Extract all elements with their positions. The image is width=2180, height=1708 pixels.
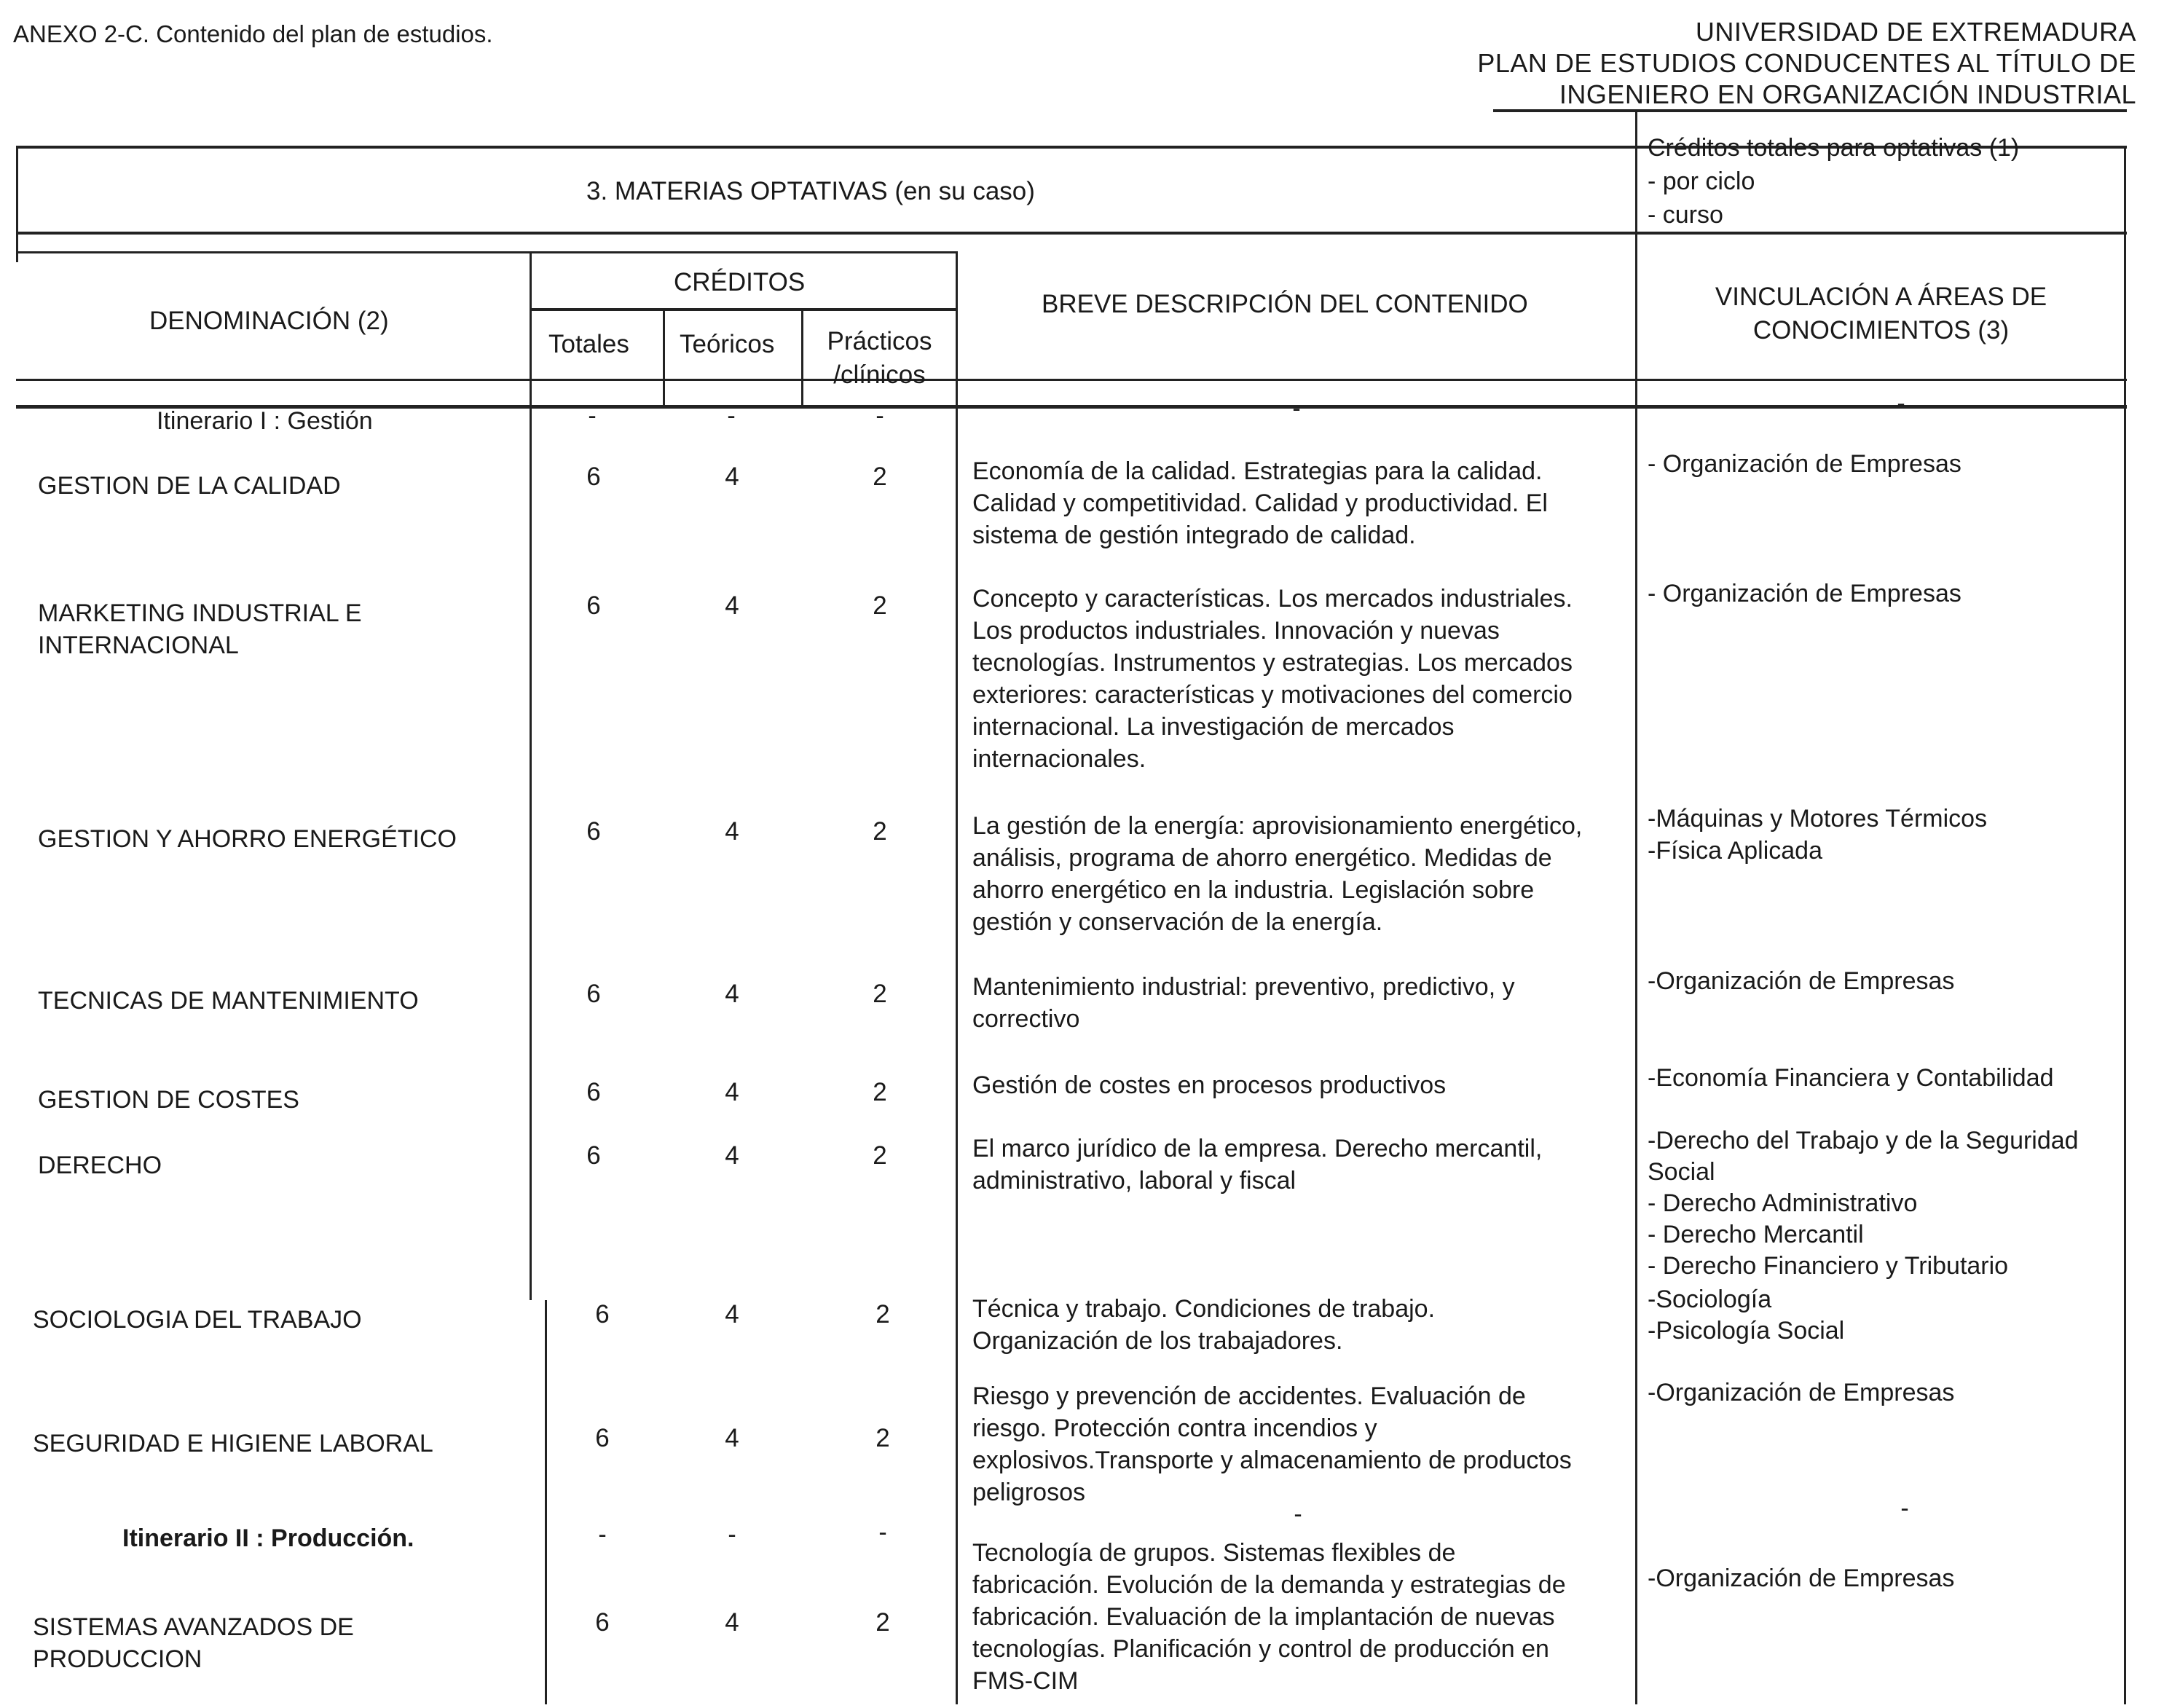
col-header-practicos-line1: Prácticos: [827, 327, 932, 355]
course-sistemas-desc-line1: Tecnología de grupos. Sistemas flexibles de: [972, 1539, 1456, 1567]
course-marketing-desc-line3: tecnologías. Instrumentos y estrategias. Los mercados: [972, 649, 1573, 677]
course-derecho-area-line3: - Derecho Administrativo: [1648, 1189, 1918, 1217]
course-derecho-desc-line1: El marco jurídico de la empresa. Derecho mercantil,: [972, 1135, 1543, 1162]
course-marketing-desc-line4: exteriores: características y motivaciones del comercio: [972, 681, 1573, 709]
course-energia-name: GESTION Y AHORRO ENERGÉTICO: [38, 825, 457, 853]
course-energia-desc-line1: La gestión de la energía: aprovisionamiento energético,: [972, 812, 1583, 840]
course-marketing-desc-line1: Concepto y características. Los mercados industriales.: [972, 585, 1573, 613]
course-sociologia-desc: [972, 1293, 1621, 1357]
course-energia-area: [1648, 803, 2180, 867]
course-marketing-practicos: 2: [873, 591, 887, 620]
denominacion-divider-lower: [545, 1300, 547, 1704]
course-seguridad-desc-line4: peligrosos: [972, 1479, 1085, 1506]
table-left-edge: [16, 146, 18, 262]
col-header-vinculacion-line1: VINCULACIÓN A ÁREAS DE: [1715, 283, 2047, 311]
course-mantenimiento-name: TECNICAS DE MANTENIMIENTO: [38, 987, 419, 1015]
course-costes-totales: 6: [586, 1078, 601, 1106]
denominacion-divider-upper: [530, 251, 532, 1300]
course-mantenimiento-desc-line1: Mantenimiento industrial: preventivo, predictivo, y: [972, 973, 1515, 1001]
itinerary-2-area: -: [1900, 1495, 1909, 1522]
course-derecho-totales: 6: [586, 1141, 601, 1170]
col-header-practicos-line2: /clínicos: [833, 361, 926, 389]
course-sociologia-area-line2: -Psicología Social: [1648, 1317, 1845, 1345]
course-marketing-teoricos: 4: [725, 591, 739, 620]
course-sociologia-totales: 6: [595, 1300, 610, 1329]
course-seguridad-practicos: 2: [875, 1424, 890, 1452]
course-seguridad-totales: 6: [595, 1424, 610, 1452]
subheader-top-rule: [16, 251, 956, 253]
course-sociologia-area-line1: -Sociología: [1648, 1286, 1772, 1313]
itinerary-1-teoricos: -: [727, 402, 736, 430]
areas-column-divider: [1635, 109, 1637, 1704]
course-marketing-desc-line5: internacional. La investigación de mercados: [972, 713, 1455, 741]
course-mantenimiento-desc-line2: correctivo: [972, 1005, 1080, 1033]
itinerary-1-area: -: [1897, 390, 1905, 417]
course-derecho-practicos: 2: [873, 1141, 887, 1170]
course-marketing-name: [38, 597, 362, 661]
course-sistemas-name-line1: SISTEMAS AVANZADOS DE: [33, 1613, 354, 1641]
course-sociologia-teoricos: 4: [725, 1300, 739, 1329]
creditos-rule: [530, 308, 956, 311]
course-energia-desc-line4: gestión y conservación de la energía.: [972, 908, 1383, 936]
course-sistemas-practicos: 2: [875, 1608, 890, 1637]
section-bottom-rule: [16, 232, 2127, 235]
itinerary-2-totales: -: [598, 1521, 607, 1548]
course-sociologia-practicos: 2: [875, 1300, 890, 1329]
course-seguridad-name: SEGURIDAD E HIGIENE LABORAL: [33, 1430, 433, 1457]
course-calidad-name: GESTION DE LA CALIDAD: [38, 472, 341, 500]
course-marketing-desc: [972, 583, 1621, 775]
course-energia-teoricos: 4: [725, 817, 739, 846]
course-derecho-desc: [972, 1133, 1621, 1197]
course-seguridad-teoricos: 4: [725, 1424, 739, 1452]
course-mantenimiento-practicos: 2: [873, 980, 887, 1008]
table-right-edge: [2124, 146, 2126, 1704]
course-sistemas-desc: [972, 1537, 1621, 1697]
plan-title-line1: PLAN DE ESTUDIOS CONDUCENTES AL TÍTULO DE: [1477, 48, 2136, 78]
course-energia-area-line2: -Física Aplicada: [1648, 837, 1822, 865]
course-mantenimiento-teoricos: 4: [725, 980, 739, 1008]
course-sistemas-teoricos: 4: [725, 1608, 739, 1637]
description-column-divider: [956, 251, 958, 1704]
col-header-creditos: CRÉDITOS: [674, 268, 806, 296]
course-energia-totales: 6: [586, 817, 601, 846]
credits-note-line2: - por ciclo: [1648, 168, 1755, 195]
course-marketing-name-line2: INTERNACIONAL: [38, 631, 239, 659]
course-marketing-totales: 6: [586, 591, 601, 620]
course-calidad-desc-line3: sistema de gestión integrado de calidad.: [972, 522, 1416, 549]
course-seguridad-desc-line3: explosivos.Transporte y almacenamiento de productos: [972, 1447, 1572, 1474]
col-header-practicos: [812, 325, 947, 392]
course-marketing-desc-line2: Los productos industriales. Innovación y nuevas: [972, 617, 1500, 645]
itinerary-2-practicos: -: [878, 1519, 887, 1546]
course-energia-area-line1: -Máquinas y Motores Térmicos: [1648, 805, 1988, 833]
col-header-teoricos: Teóricos: [680, 330, 775, 358]
course-sociologia-desc-line1: Técnica y trabajo. Condiciones de trabajo.: [972, 1295, 1436, 1323]
course-derecho-name: DERECHO: [38, 1152, 162, 1179]
col-header-vinculacion-line2: CONOCIMIENTOS (3): [1752, 316, 2010, 345]
totales-divider: [663, 308, 665, 406]
course-sociologia-name: SOCIOLOGIA DEL TRABAJO: [33, 1306, 362, 1334]
course-sistemas-name-line2: PRODUCCION: [33, 1645, 202, 1673]
teoricos-divider: [801, 308, 803, 406]
course-mantenimiento-area: -Organización de Empresas: [1648, 967, 1955, 995]
itinerary-1-desc: -: [1292, 395, 1301, 422]
course-derecho-area-line5: - Derecho Financiero y Tributario: [1648, 1252, 2009, 1280]
course-costes-desc: Gestión de costes en procesos productivos: [972, 1071, 1447, 1099]
course-sistemas-desc-line5: FMS-CIM: [972, 1667, 1079, 1695]
course-costes-area: -Economía Financiera y Contabilidad: [1648, 1064, 2054, 1092]
course-derecho-teoricos: 4: [725, 1141, 739, 1170]
header-rule-thin: [16, 379, 2127, 381]
course-sistemas-area: -Organización de Empresas: [1648, 1565, 1955, 1592]
annex-title: ANEXO 2-C. Contenido del plan de estudios.: [13, 20, 493, 47]
course-calidad-desc: [972, 455, 1621, 551]
col-header-vinculacion: [1639, 280, 2123, 347]
course-calidad-desc-line1: Economía de la calidad. Estrategias para la calidad.: [972, 457, 1543, 485]
course-sistemas-totales: 6: [595, 1608, 610, 1637]
credits-note: [1648, 131, 2019, 232]
plan-title-line2: INGENIERO EN ORGANIZACIÓN INDUSTRIAL: [1559, 79, 2136, 109]
course-derecho-area-line1: -Derecho del Trabajo y de la Seguridad: [1648, 1127, 2079, 1154]
course-mantenimiento-totales: 6: [586, 980, 601, 1008]
course-sociologia-desc-line2: Organización de los trabajadores.: [972, 1327, 1343, 1355]
credits-note-line3: - curso: [1648, 201, 1723, 229]
course-energia-practicos: 2: [873, 817, 887, 846]
itinerary-1-label: Itinerario I : Gestión: [157, 407, 373, 435]
course-energia-desc-line2: análisis, programa de ahorro energético. Medidas de: [972, 844, 1552, 872]
course-calidad-area: - Organización de Empresas: [1648, 450, 1961, 478]
university-name: UNIVERSIDAD DE EXTREMADURA: [1695, 17, 2136, 47]
course-calidad-desc-line2: Calidad y competitividad. Calidad y productividad. El: [972, 489, 1548, 517]
course-calidad-teoricos: 4: [725, 463, 739, 491]
course-derecho-area: [1648, 1125, 2180, 1282]
course-sistemas-desc-line4: tecnologías. Planificación y control de producción en: [972, 1635, 1549, 1663]
itinerary-2-desc: -: [1294, 1500, 1302, 1528]
course-derecho-area-line4: - Derecho Mercantil: [1648, 1221, 1864, 1248]
col-header-descripcion: BREVE DESCRIPCIÓN DEL CONTENIDO: [1042, 290, 1528, 318]
course-sistemas-desc-line3: fabricación. Evaluación de la implantación de nuevas: [972, 1603, 1555, 1631]
table-top-right-rule: [1493, 109, 2127, 112]
course-sociologia-area: [1648, 1284, 2180, 1347]
col-header-denominacion: DENOMINACIÓN (2): [149, 307, 389, 335]
itinerary-1-totales: -: [588, 402, 597, 430]
course-calidad-totales: 6: [586, 463, 601, 491]
course-marketing-name-line1: MARKETING INDUSTRIAL E: [38, 599, 362, 627]
itinerary-2-label: Itinerario II : Producción.: [122, 1524, 414, 1552]
course-energia-desc-line3: ahorro energético en la industria. Legislación sobre: [972, 876, 1535, 904]
university-header: [1477, 16, 2136, 110]
course-sistemas-name: [33, 1611, 354, 1675]
course-seguridad-desc: [972, 1380, 1621, 1508]
course-sistemas-desc-line2: fabricación. Evolución de la demanda y estrategias de: [972, 1571, 1566, 1599]
course-costes-teoricos: 4: [725, 1078, 739, 1106]
course-marketing-desc-line6: internacionales.: [972, 745, 1146, 773]
credits-note-line1: Créditos totales para optativas (1): [1648, 134, 2020, 162]
course-costes-name: GESTION DE COSTES: [38, 1086, 299, 1114]
course-costes-practicos: 2: [873, 1078, 887, 1106]
course-derecho-desc-line2: administrativo, laboral y fiscal: [972, 1167, 1296, 1195]
course-seguridad-desc-line2: riesgo. Protección contra incendios y: [972, 1414, 1377, 1442]
course-derecho-area-line2: Social: [1648, 1158, 1715, 1186]
course-calidad-practicos: 2: [873, 463, 887, 491]
course-marketing-area: - Organización de Empresas: [1648, 580, 1961, 607]
itinerary-2-teoricos: -: [728, 1521, 736, 1548]
itinerary-1-practicos: -: [875, 402, 884, 430]
course-energia-desc: [972, 810, 1621, 938]
course-seguridad-area: -Organización de Empresas: [1648, 1379, 1955, 1406]
section-title: 3. MATERIAS OPTATIVAS (en su caso): [586, 177, 1035, 205]
col-header-totales: Totales: [548, 330, 629, 358]
course-seguridad-desc-line1: Riesgo y prevención de accidentes. Evaluación de: [972, 1382, 1526, 1410]
course-mantenimiento-desc: [972, 971, 1621, 1035]
